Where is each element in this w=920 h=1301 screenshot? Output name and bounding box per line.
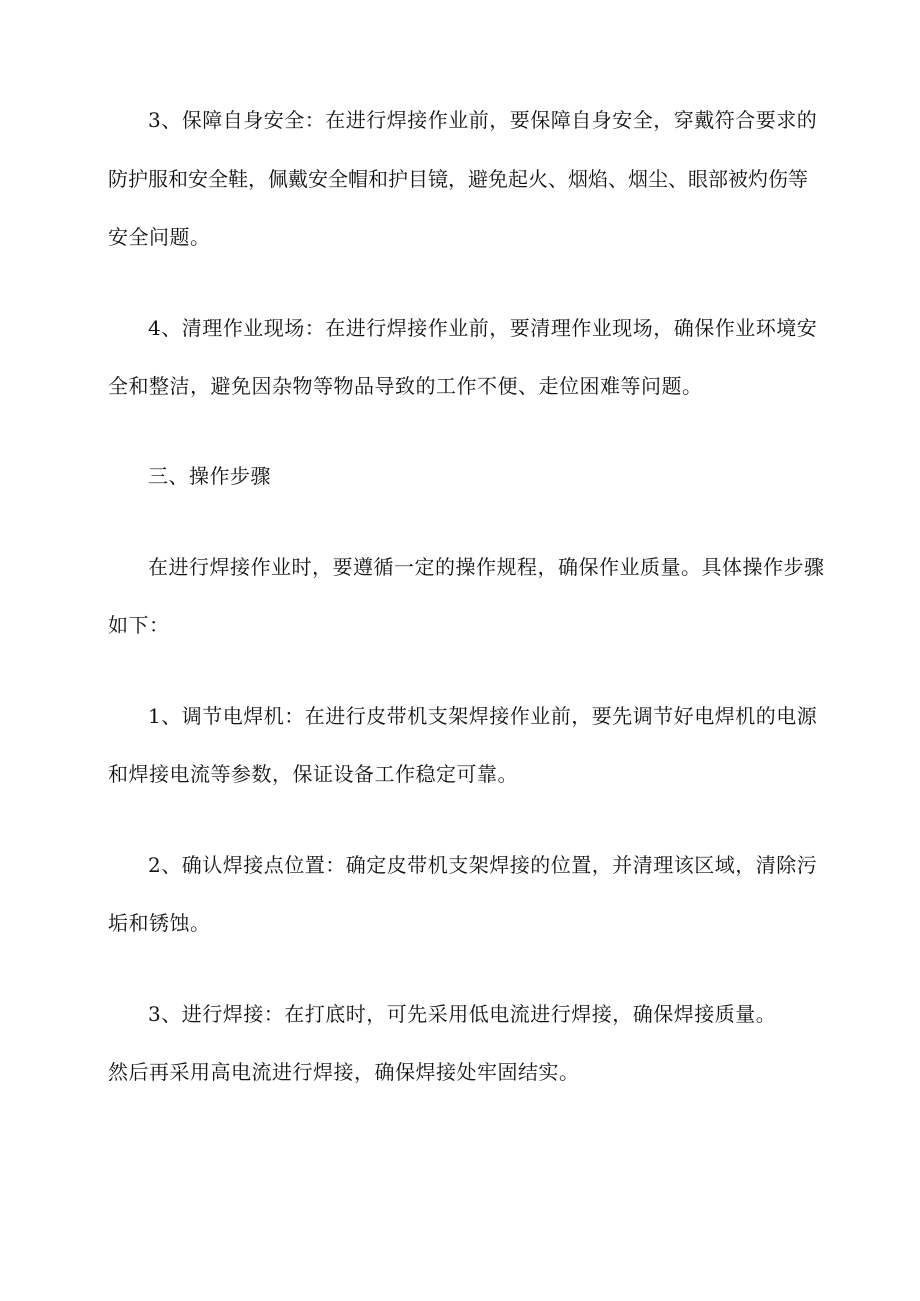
- paragraph-step-1-line-1: 1、调节电焊机：在进行皮带机支架焊接作业前，要先调节好电焊机的电源: [148, 704, 818, 728]
- section-heading: 三、操作步骤: [148, 464, 271, 488]
- paragraph-step-3-line-2: 然后再采用高电流进行焊接，确保焊接处牢固结实。: [108, 1060, 580, 1084]
- paragraph-step-2-line-2: 垢和锈蚀。: [108, 911, 211, 935]
- paragraph-step-3-line-1: 3、进行焊接：在打底时，可先采用低电流进行焊接，确保焊接质量。: [148, 1002, 777, 1026]
- paragraph-intro-line-2: 如下：: [108, 613, 170, 637]
- paragraph-step-2-line-1: 2、确认焊接点位置：确定皮带机支架焊接的位置，并清理该区域，清除污: [148, 853, 818, 877]
- paragraph-safety-line-2: 防护服和安全鞋，佩戴安全帽和护目镜，避免起火、烟焰、烟尘、眼部被灼伤等: [108, 167, 808, 191]
- paragraph-step-1-line-2: 和焊接电流等参数，保证设备工作稳定可靠。: [108, 762, 518, 786]
- paragraph-safety-line-3: 安全问题。: [108, 225, 211, 249]
- paragraph-intro-line-1: 在进行焊接作业时，要遵循一定的操作规程，确保作业质量。具体操作步骤: [148, 555, 825, 579]
- paragraph-cleanup-line-1: 4、清理作业现场：在进行焊接作业前，要清理作业现场，确保作业环境安: [148, 316, 818, 340]
- paragraph-cleanup-line-2: 全和整洁，避免因杂物等物品导致的工作不便、走位困难等问题。: [108, 374, 703, 398]
- paragraph-safety-line-1: 3、保障自身安全：在进行焊接作业前，要保障自身安全，穿戴符合要求的: [148, 108, 818, 132]
